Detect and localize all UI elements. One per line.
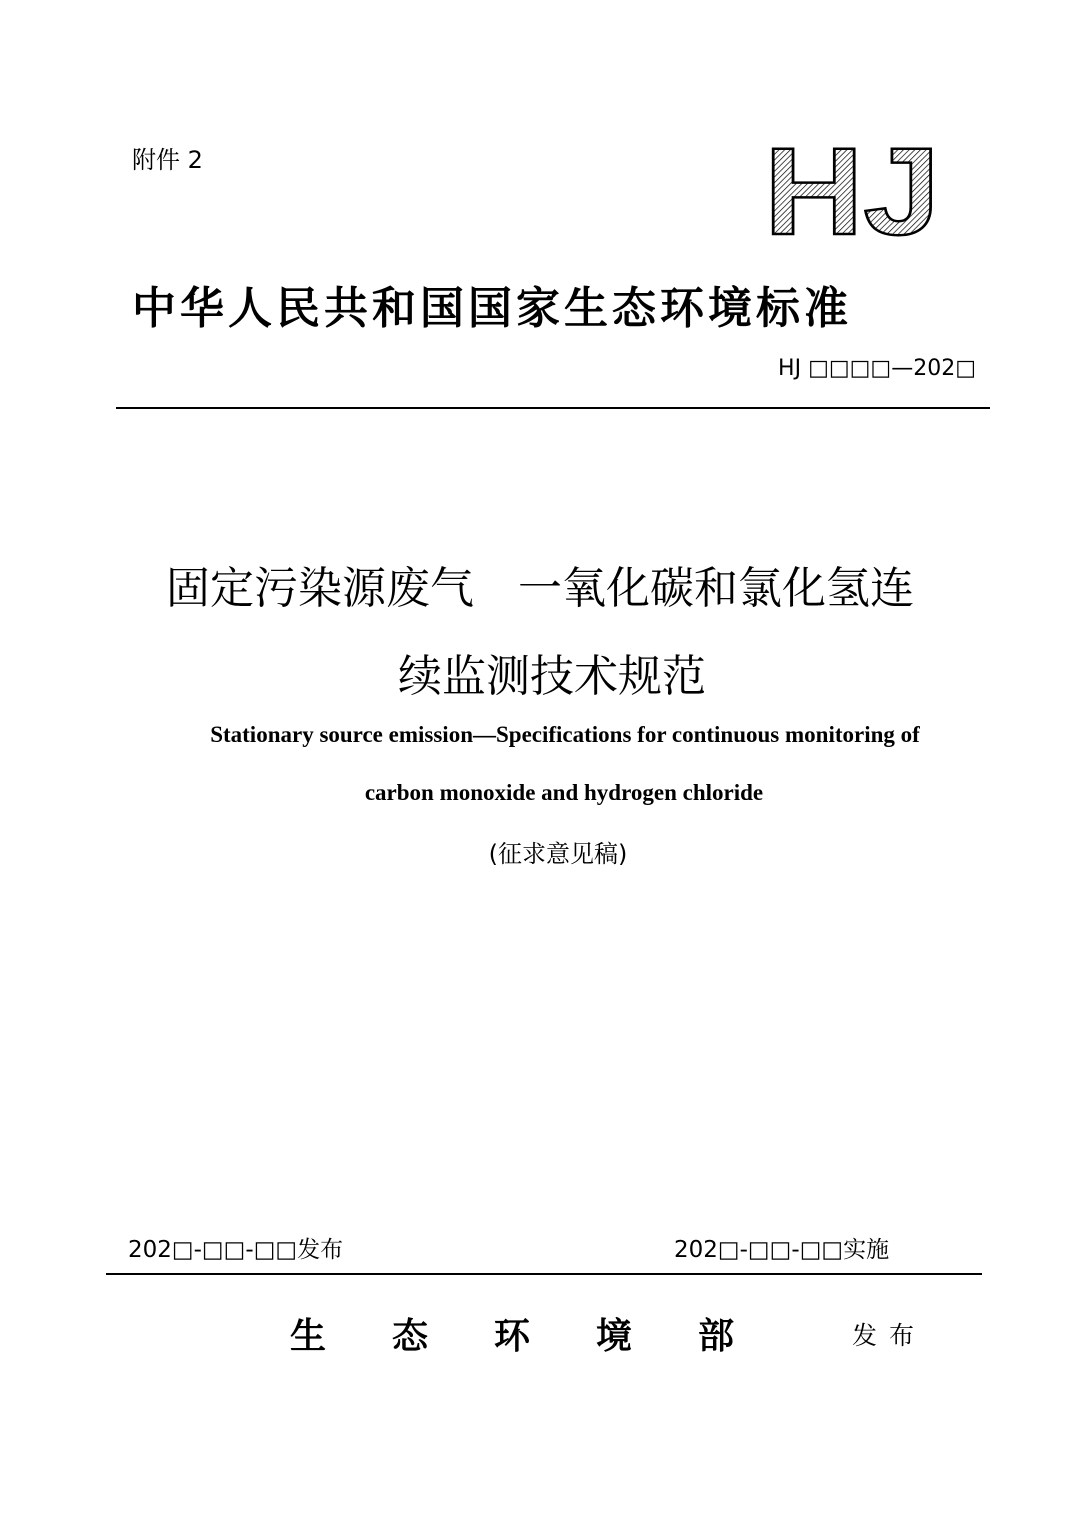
issuing-authority: 生态环境部 bbox=[290, 1315, 801, 1357]
header-divider bbox=[116, 407, 990, 409]
hj-logo bbox=[760, 140, 940, 240]
title-en-line-2: carbon monoxide and hydrogen chloride bbox=[364, 780, 764, 805]
hj-logo-text: HJ bbox=[764, 140, 940, 240]
standard-number: HJ □□□□—202□ bbox=[778, 356, 976, 381]
effective-date: 202□-□□-□□实施 bbox=[674, 1237, 890, 1263]
national-standard-heading: 中华人民共和国国家生态环境标准 bbox=[132, 283, 852, 334]
issuing-action: 发布 bbox=[852, 1321, 927, 1350]
title-en-line-1: Stationary source emission—Specifications for continuous monitoring of bbox=[210, 722, 920, 747]
title-cn-line-1: 固定污染源废气 一氧化碳和氯化氢连 bbox=[166, 563, 914, 614]
draft-label: (征求意见稿) bbox=[488, 840, 628, 868]
title-cn-line-2: 续监测技术规范 bbox=[398, 651, 706, 702]
footer-divider bbox=[106, 1273, 982, 1275]
issue-date: 202□-□□-□□发布 bbox=[128, 1237, 344, 1263]
attachment-label: 附件 2 bbox=[132, 146, 203, 174]
